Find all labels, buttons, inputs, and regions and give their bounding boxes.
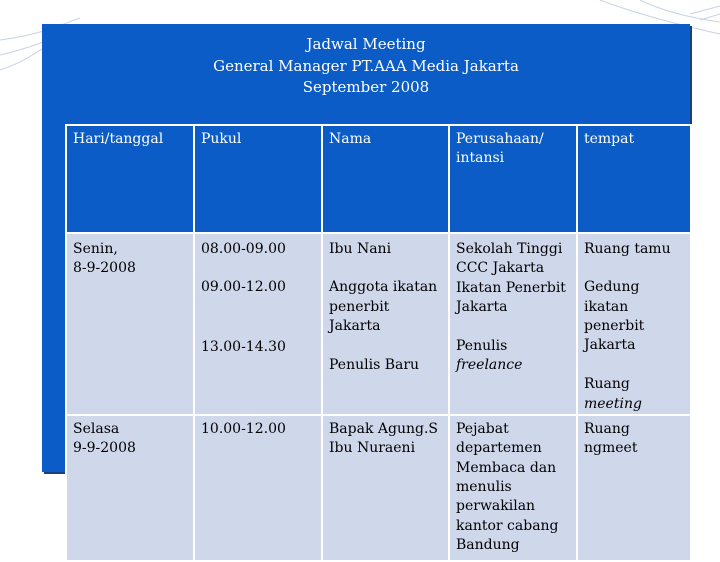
day-date: 8-9-2008 <box>73 260 136 277</box>
place-name: Ruang ngmeet <box>584 421 638 457</box>
slide-title <box>42 34 690 99</box>
time-slot: 13.00-14.30 <box>201 338 286 355</box>
company-name: Penulis <box>456 338 508 355</box>
header-hari-tanggal: Hari/tanggal <box>66 125 194 233</box>
place-cell <box>577 233 691 415</box>
place-name: Gedung ikatan penerbit Jakarta <box>584 279 645 354</box>
day-cell <box>66 415 194 561</box>
day-name: Selasa <box>73 421 120 438</box>
day-cell <box>66 233 194 415</box>
company-cell <box>449 415 577 561</box>
table-row <box>66 233 691 415</box>
day-date: 9-9-2008 <box>73 440 136 457</box>
attendee-name: Bapak Agung.S <box>329 421 438 438</box>
place-name: Ruang <box>584 376 630 393</box>
company-name: Ikatan Penerbit Jakarta <box>456 279 566 315</box>
meeting-schedule-table <box>65 124 692 562</box>
header-nama: Nama <box>322 125 449 233</box>
attendee-name: Anggota ikatan penerbit Jakarta <box>329 279 438 334</box>
title-line-3: September 2008 <box>302 78 430 96</box>
time-cell <box>194 233 322 415</box>
header-pukul: Pukul <box>194 125 322 233</box>
company-name: Pejabat departemen Membaca dan menulis perwakilan kantor cabang Bandung <box>456 421 559 553</box>
place-cell <box>577 415 691 561</box>
time-slot: 08.00-09.00 <box>201 241 286 257</box>
place-name: Ruang tamu <box>584 241 671 257</box>
time-slot: 09.00-12.00 <box>201 279 286 296</box>
header-tempat: tempat <box>577 125 691 233</box>
header-perusahaan: Perusahaan/ intansi <box>449 125 577 233</box>
place-qualifier: meeting <box>584 395 642 412</box>
attendee-name: Penulis Baru <box>329 357 420 374</box>
attendee-name: Ibu Nani <box>329 241 392 257</box>
table-row <box>66 415 691 561</box>
attendee-name: Ibu Nuraeni <box>329 440 416 457</box>
time-cell <box>194 415 322 561</box>
company-qualifier: freelance <box>456 357 523 374</box>
time-slot: 10.00-12.00 <box>201 421 286 438</box>
table-header-row <box>66 125 691 233</box>
company-cell <box>449 233 577 415</box>
title-line-2: General Manager PT.AAA Media Jakarta <box>213 56 519 75</box>
name-cell <box>322 415 449 561</box>
title-line-1: Jadwal Meeting <box>306 35 426 53</box>
day-name: Senin, <box>73 241 118 257</box>
company-name: Sekolah Tinggi CCC Jakarta <box>456 241 563 277</box>
name-cell <box>322 233 449 415</box>
